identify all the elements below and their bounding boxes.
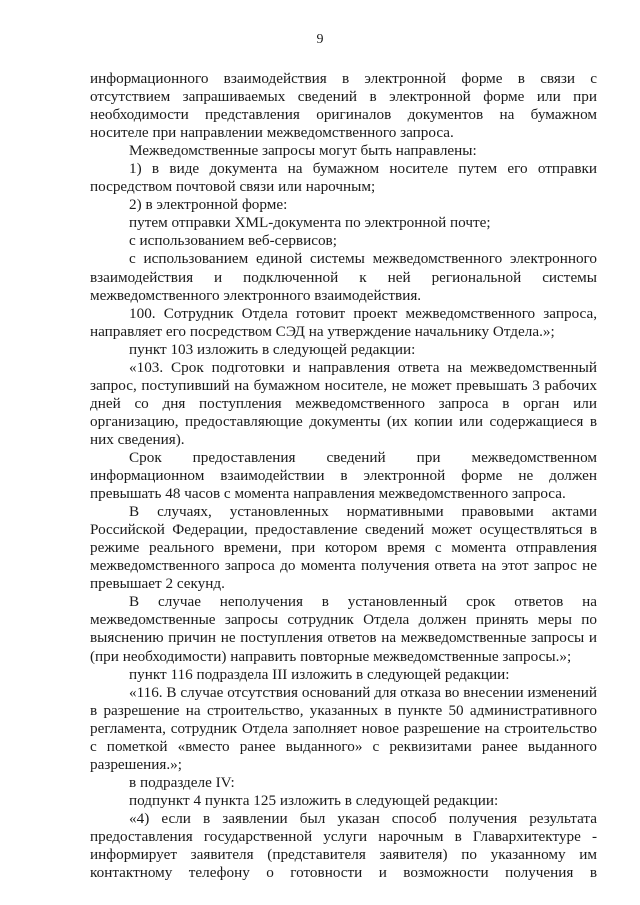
text-line: с использованием единой системы межведомственного электронного xyxy=(129,250,597,268)
text-line: отсутствием запрашиваемых сведений в электронной форме или при xyxy=(90,88,597,106)
document-body xyxy=(90,70,597,882)
text-line: выяснению причин не поступления ответов на межведомственные запросы и xyxy=(90,629,597,647)
page-number: 9 xyxy=(316,32,324,47)
text-line: них сведения). xyxy=(90,430,185,448)
text-line: Российской Федерации, предоставление сведений может осуществляться в xyxy=(90,521,597,539)
text-line: В случаях, установленных нормативными правовыми актами xyxy=(129,503,597,521)
text-line: запрос, поступивший на бумажном носителе, не может превышать 3 рабочих xyxy=(90,376,597,394)
text-line: посредством почтовой связи или нарочным; xyxy=(90,178,376,196)
text-line: межведомственные запросы сотрудник Отдела должен принять меры по xyxy=(90,611,597,629)
text-line: путем отправки XML-документа по электронной почте; xyxy=(129,214,491,232)
text-line: в подразделе IV: xyxy=(129,773,235,791)
text-line: информационном взаимодействии в электронной форме не должен xyxy=(90,467,597,485)
text-line: с использованием веб-сервисов; xyxy=(129,232,337,250)
text-line: подпункт 4 пункта 125 изложить в следующей редакции: xyxy=(129,791,499,809)
text-line: превышает 2 секунд. xyxy=(90,575,225,593)
text-line: «4) если в заявлении был указан способ получения результата xyxy=(129,809,597,827)
text-line: в разрешение на строительство, указанных в пункте 50 административного xyxy=(90,701,597,719)
text-line: 1) в виде документа на бумажном носителе путем его отправки xyxy=(129,160,597,178)
text-line: носителе при направлении межведомственного запроса. xyxy=(90,124,454,142)
text-line: информирует заявителя (представителя заявителя) по указанному им xyxy=(90,846,597,864)
text-line: превышать 48 часов с момента направления межведомственного запроса. xyxy=(90,485,566,503)
text-line: Межведомственные запросы могут быть направлены: xyxy=(129,142,477,160)
text-line: (при необходимости) направить повторные межведомственные запросы.»; xyxy=(90,647,572,665)
text-line: регламента, сотрудник Отдела заполняет новое разрешение на строительство xyxy=(90,719,597,737)
text-line: «116. В случае отсутствия оснований для отказа во внесении изменений xyxy=(129,683,597,701)
text-line: 100. Сотрудник Отдела готовит проект межведомственного запроса, xyxy=(129,304,597,322)
text-line: 2) в электронной форме: xyxy=(129,196,288,214)
text-line: Срок предоставления сведений при межведомственном xyxy=(129,448,597,466)
text-line: с пометкой «вместо ранее выданного» с реквизитами ранее выданного xyxy=(90,737,597,755)
text-line: дней со дня поступления межведомственного запроса в орган или xyxy=(90,394,597,412)
text-line: межведомственного запроса до момента получения ответа на этот запрос не xyxy=(90,557,597,575)
text-line: организацию, предоставляющие документы (их копии или содержащиеся в xyxy=(90,412,597,430)
text-line: предоставления государственной услуги нарочным в Главархитектуре - xyxy=(90,827,597,845)
text-line: режиме реального времени, при котором время с момента отправления xyxy=(90,539,597,557)
text-line: пункт 103 изложить в следующей редакции: xyxy=(129,340,416,358)
text-line: межведомственного электронного взаимодействия. xyxy=(90,286,422,304)
text-line: контактному телефону о готовности и возможности получения в xyxy=(90,864,597,882)
text-line: пункт 116 подраздела III изложить в следующей редакции: xyxy=(129,665,510,683)
text-line: взаимодействия и подключенной к ней региональной системы xyxy=(90,268,597,286)
text-line: «103. Срок подготовки и направления ответа на межведомственный xyxy=(129,358,597,376)
text-line: необходимости представления оригиналов документов на бумажном xyxy=(90,106,597,124)
text-line: информационного взаимодействия в электронной форме в связи с xyxy=(90,70,597,87)
text-line: разрешения.»; xyxy=(90,755,182,773)
text-line: В случае неполучения в установленный срок ответов на xyxy=(129,593,597,611)
text-line: направляет его посредством СЭД на утверждение начальнику Отдела.»; xyxy=(90,322,555,340)
